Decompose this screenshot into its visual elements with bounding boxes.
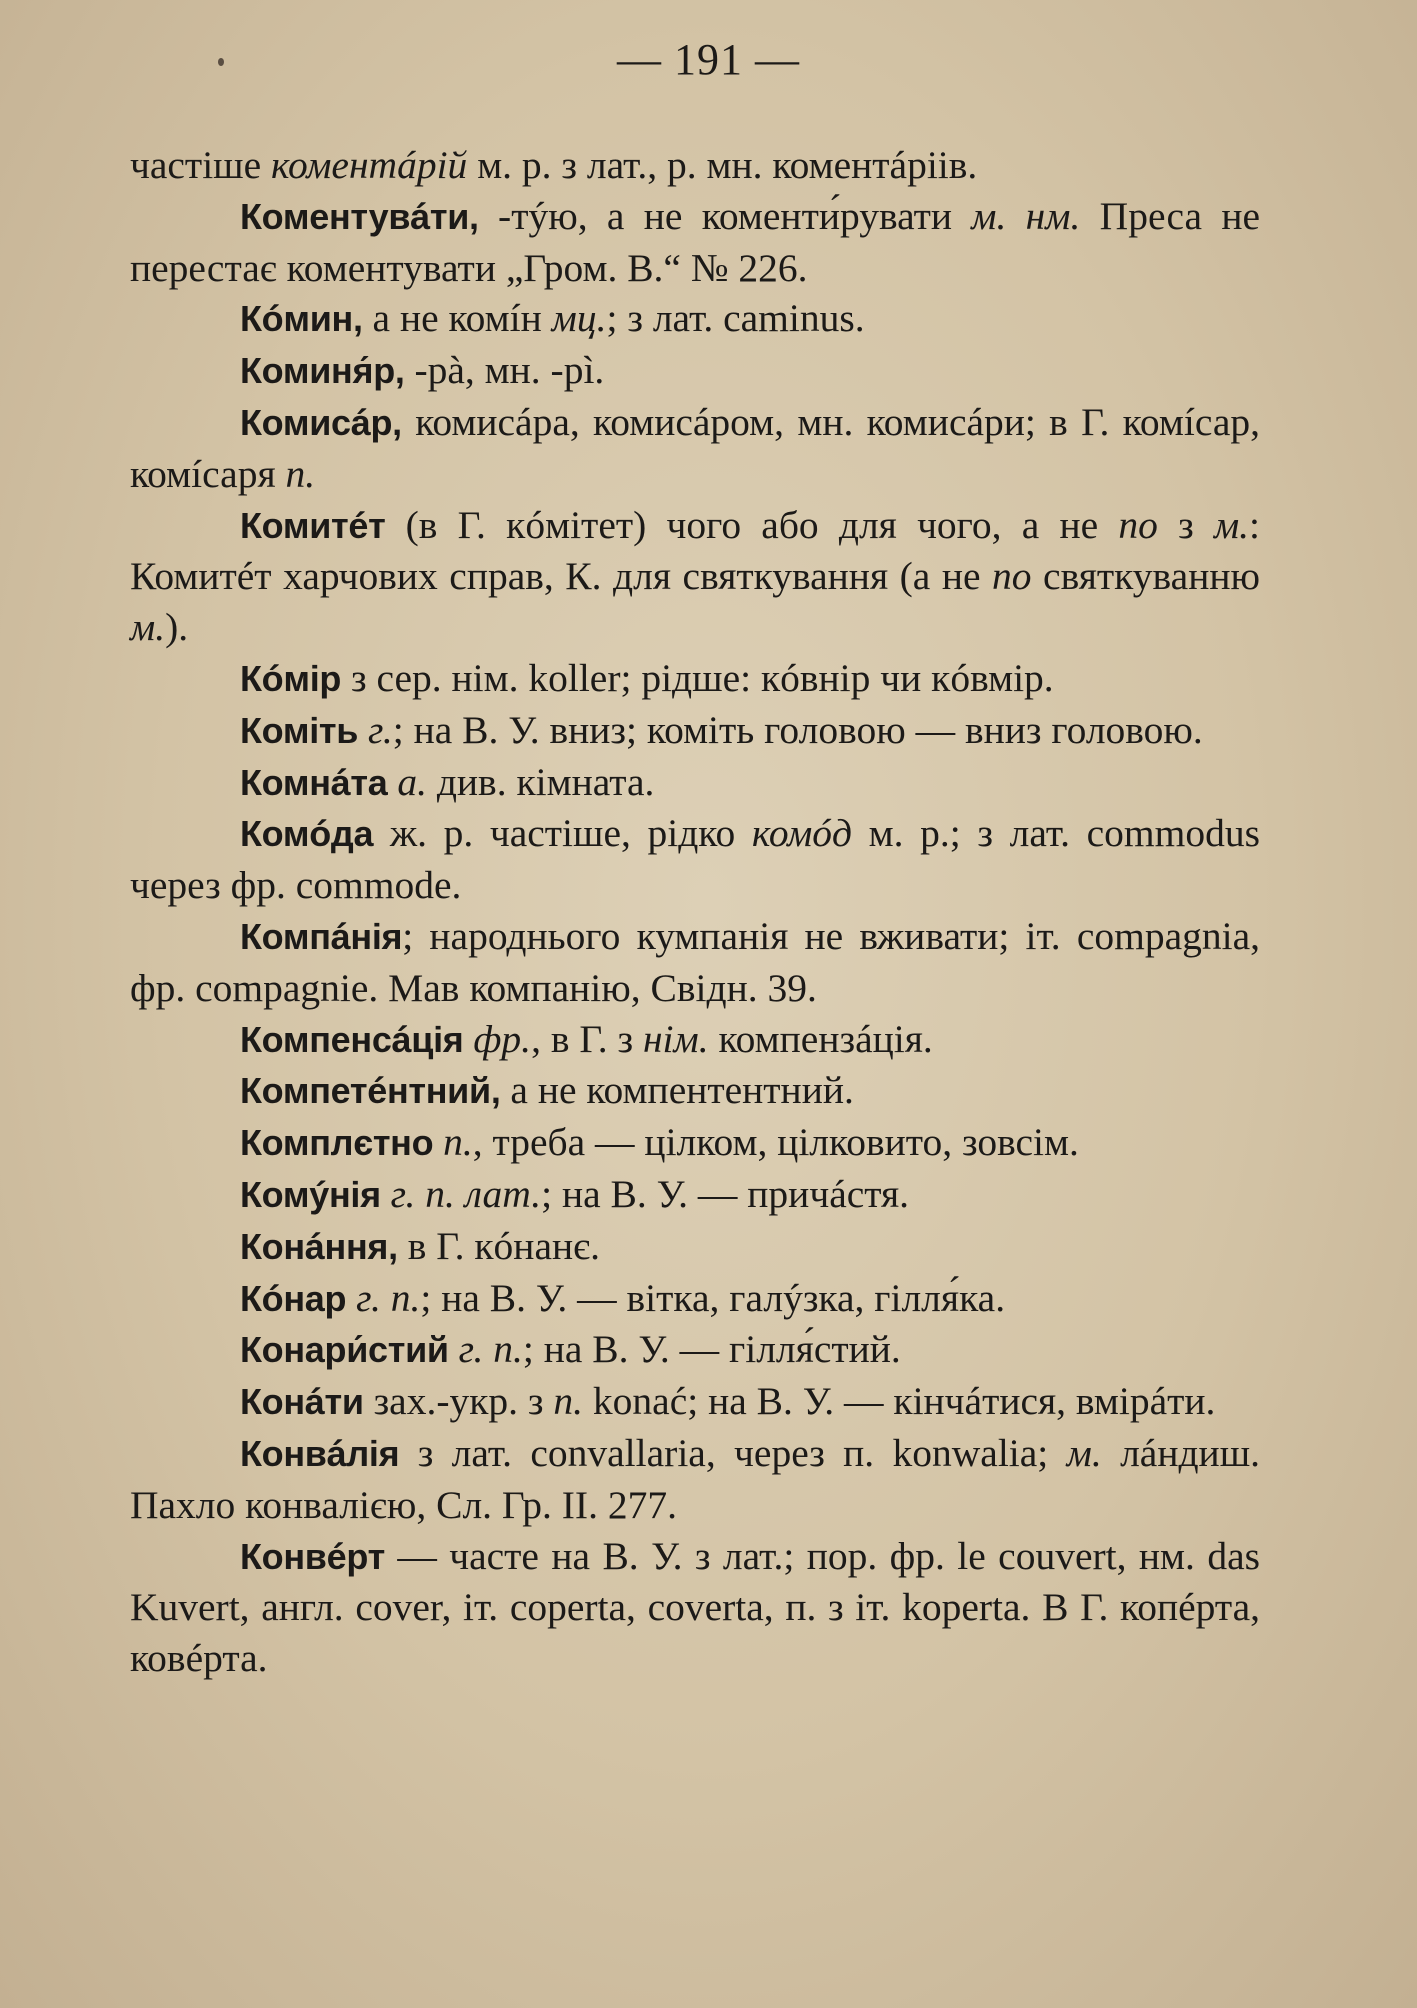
entry-headword: Комплєтно: [240, 1122, 434, 1164]
entry-headword: Комитéт: [240, 504, 386, 546]
entry-text: [449, 1327, 459, 1371]
entry-headword: Коминя́р,: [240, 350, 405, 392]
entry-text: (в Г. кóмітет) чого або для чого, а не: [385, 502, 1119, 547]
entry-text: [381, 1172, 391, 1216]
entry-headword: Кóмір: [240, 657, 342, 699]
entry-headword: Комýнія: [240, 1173, 381, 1215]
entry-headword: Компáнія: [240, 915, 403, 957]
dictionary-entry: [130, 1117, 1260, 1169]
entry-text: ; на В. У. — гілля́стий.: [522, 1327, 901, 1372]
dictionary-entry: [130, 1169, 1260, 1221]
entry-abbreviation: нім.: [642, 1016, 709, 1061]
entry-text: з: [1157, 502, 1214, 547]
entry-text: м. р.; з лат. commodus через фр. commode.: [130, 811, 1260, 908]
entry-abbreviation: п.: [443, 1120, 473, 1165]
dictionary-entry: [130, 653, 1260, 705]
dictionary-entry: [130, 1221, 1260, 1273]
entry-text: ; на В. У. вниз; коміть головою — вниз головою.: [392, 707, 1203, 752]
entry-abbreviation: м.: [1066, 1430, 1102, 1475]
entry-headword: Конвáлія: [240, 1432, 400, 1474]
entry-text: , треба — цілком, цілковито, зовсім.: [472, 1120, 1079, 1165]
entry-text: [346, 1276, 356, 1320]
dictionary-entry: [130, 757, 1260, 809]
dictionary-entries: [130, 140, 1260, 1684]
entry-abbreviation: г.: [367, 707, 393, 752]
entry-text: ).: [165, 605, 189, 650]
entry-headword: Конáти: [240, 1381, 364, 1423]
entry-headword: Комисáр,: [240, 401, 402, 443]
entry-abbreviation: г. п. лат.: [390, 1171, 542, 1216]
entry-text: konać; на В. У. — кінчáтися, вмірáти.: [583, 1379, 1216, 1424]
entry-headword: Комнáта: [240, 761, 388, 803]
entry-text: а не компентентний.: [500, 1068, 854, 1113]
page-number: — 191 —: [617, 35, 800, 84]
entry-text: в Г. кóнанє.: [397, 1223, 600, 1268]
entry-headword: Конари́стий: [240, 1329, 449, 1371]
entry-abbreviation: г. п.: [458, 1327, 523, 1372]
entry-abbreviation: фр.: [473, 1016, 532, 1061]
dictionary-entry: [130, 1273, 1260, 1325]
entry-text: [464, 1017, 474, 1061]
entry-text: ; на В. У. — вітка, галýзка, гілля́ка.: [420, 1275, 1006, 1320]
entry-headword: Комóда: [240, 813, 374, 855]
dictionary-entry: [130, 705, 1260, 757]
dictionary-entry: [130, 293, 1260, 345]
entry-text: святкуванню: [1031, 554, 1260, 599]
entry-text: : Комитéт харчових справ, К. для святкування (а не: [130, 502, 1261, 599]
entry-text: [387, 760, 397, 804]
entry-text: [433, 1120, 443, 1164]
entry-headword: Компенсáція: [240, 1018, 464, 1060]
entry-text: -рà, мн. -рì.: [404, 348, 605, 393]
entry-text: компензáція.: [708, 1016, 933, 1061]
entry-headword: Компетéнтний,: [240, 1070, 501, 1112]
dictionary-entry: [130, 1531, 1260, 1684]
entry-abbreviation: г. п.: [356, 1275, 421, 1320]
entry-text: зах.-укр. з: [363, 1379, 554, 1424]
dictionary-entry: [130, 911, 1260, 1014]
entry-abbreviation: м.: [1213, 502, 1250, 547]
dictionary-entry: [130, 140, 1260, 191]
entry-text: ж. р. частіше, рідко: [373, 811, 752, 856]
entry-text: [358, 708, 368, 752]
entry-text: див. кімната.: [426, 759, 655, 804]
dictionary-entry: [130, 1065, 1260, 1117]
entry-headword: Коментувáти,: [240, 195, 479, 237]
entry-abbreviation: комóд: [751, 811, 853, 856]
dictionary-entry: [130, 1376, 1260, 1428]
entry-text: — часте на В. У. з лат.; пор. фр. le couvert, нм. das Kuvert, англ. cover, іт. coperta, coverta, п. з іт. koperta. В Г. копéрта, ковéрта.: [130, 1533, 1260, 1681]
entry-abbreviation: по: [1118, 502, 1158, 547]
entry-abbreviation: коментáрій: [271, 143, 468, 187]
entry-text: м. р. з лат., р. мн. коментáріів.: [467, 143, 978, 187]
entry-headword: Конáння,: [240, 1225, 398, 1267]
entry-text: з сер. нім. koller; рідше: кóвнір чи кóвмір.: [341, 655, 1054, 700]
dictionary-entry: [130, 808, 1260, 911]
entry-abbreviation: п.: [285, 451, 316, 496]
entry-abbreviation: м.: [130, 605, 166, 650]
entry-text: , в Г. з: [531, 1016, 643, 1061]
dictionary-entry: [130, 1324, 1260, 1376]
entry-headword: Кóмин,: [240, 298, 363, 340]
dictionary-entry: [130, 500, 1260, 653]
entry-headword: Коміть: [240, 709, 359, 751]
entry-text: а не комíн: [362, 296, 552, 341]
entry-text: з лат. convallaria, через п. konwalia;: [399, 1430, 1067, 1475]
entry-abbreviation: м. нм.: [971, 193, 1081, 238]
entry-headword: Кóнар: [240, 1277, 347, 1319]
entry-text: ; народнього кумпанія не вживати; іт. compagnia, фр. compagnie. Мав компанію, Свідн. 39.: [130, 913, 1260, 1010]
entry-text: ; на В. У. — причáстя.: [541, 1171, 910, 1216]
entry-text: комисáра, комисáром, мн. комисáри; в Г. комíсар, комíсаря: [130, 399, 1260, 496]
entry-abbreviation: а.: [397, 759, 427, 804]
dictionary-entry: [130, 397, 1260, 500]
entry-text: Преса не перестає коментувати „Гром. В.“ № 226.: [130, 193, 1260, 290]
dictionary-entry: [130, 1428, 1260, 1531]
dictionary-entry: [130, 191, 1260, 294]
entry-text: частіше: [130, 143, 271, 187]
entry-text: ; з лат. caminus.: [606, 296, 865, 341]
dictionary-entry: [130, 345, 1260, 397]
entry-abbreviation: п.: [553, 1379, 584, 1424]
entry-headword: Конвéрт: [240, 1535, 385, 1577]
entry-text: лáндиш. Пахло конвалією, Сл. Гр. II. 277.: [130, 1430, 1260, 1527]
entry-abbreviation: мц.: [551, 296, 607, 341]
entry-abbreviation: по: [992, 554, 1032, 599]
dictionary-entry: [130, 1014, 1260, 1066]
entry-text: -тýю, а не коменти́рувати: [478, 193, 972, 238]
